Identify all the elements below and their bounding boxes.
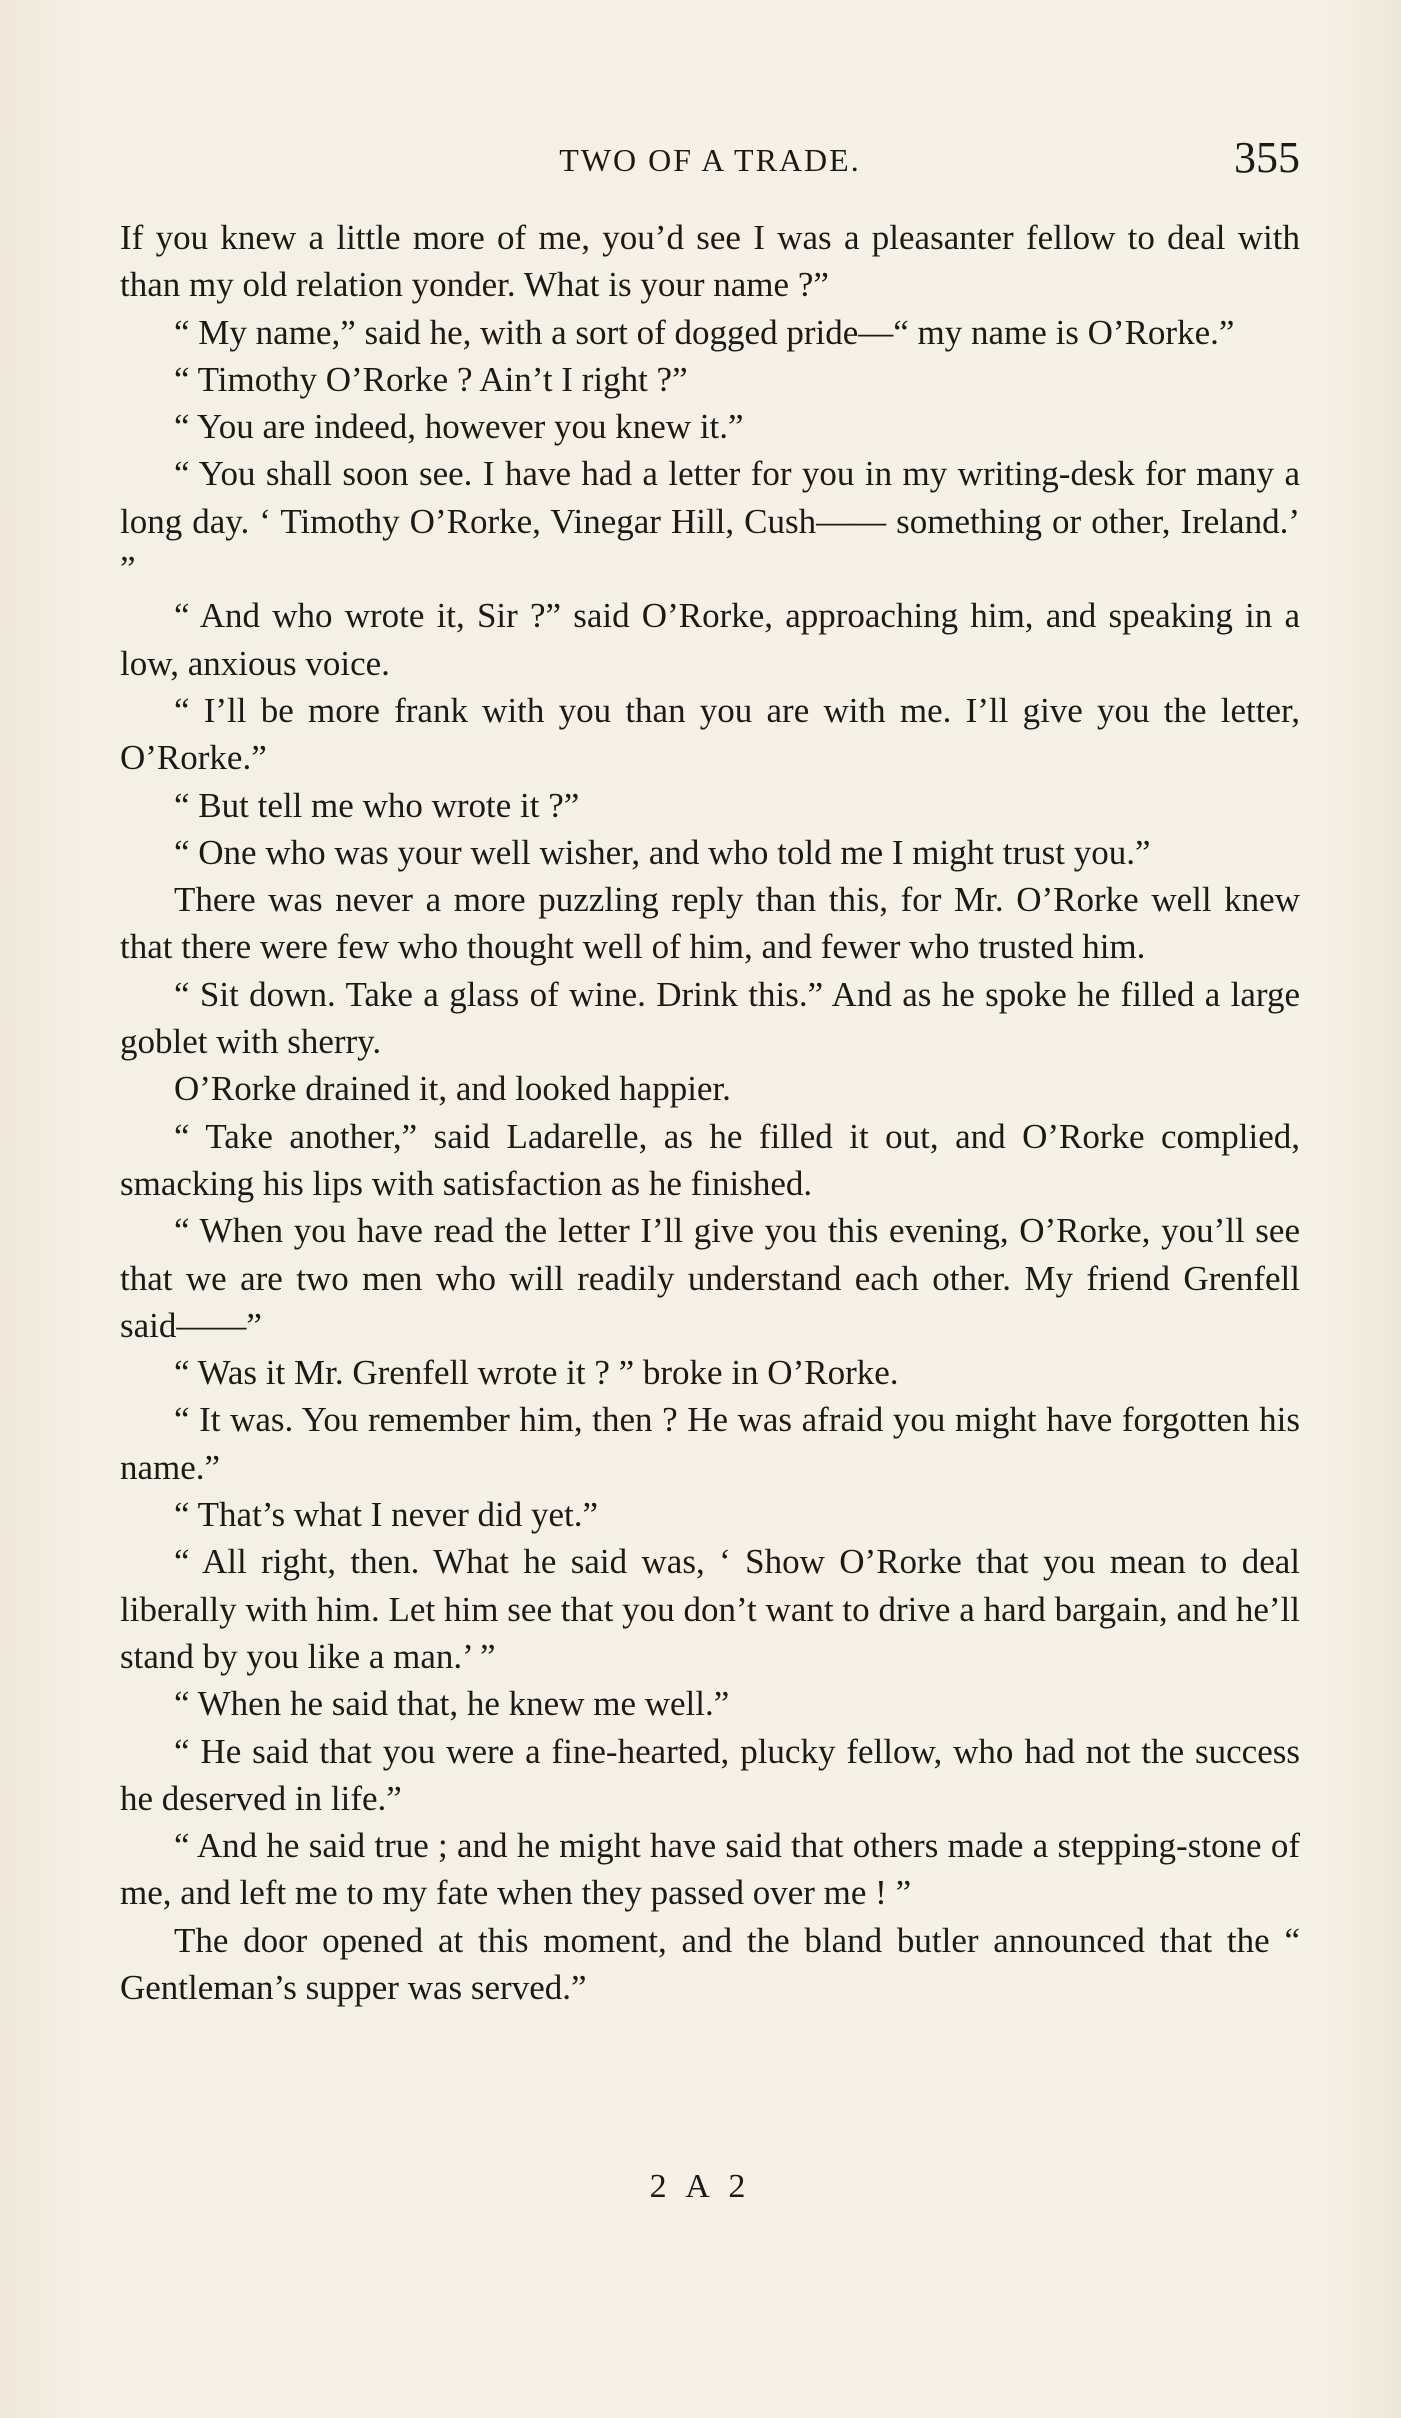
paragraph: “ One who was your well wisher, and who told me I might trust you.” [174,832,1151,872]
signature-mark: 2 A 2 [649,2168,752,2205]
paragraph: “ When you have read the letter I’ll give you this evening, O’Rorke, you’ll see that we are two men who will readily understand each other. My friend Grenfell said——” [120,1211,1300,1345]
paragraph: “ You are indeed, however you knew it.” [174,407,744,447]
paragraph: “ I’ll be more frank with you than you are with me. I’ll give you the letter, O’Rorke.” [120,690,1300,778]
paragraph: “ Take another,” said Ladarelle, as he filled it out, and O’Rorke complied, smacking his lips with satisfaction as he finished. [120,1116,1300,1203]
page-number: 355 [1234,133,1300,182]
paragraph: There was never a more puzzling reply than this, for Mr. O’Rorke well knew that there were few who thought well of him, and fewer who trusted him. [120,880,1300,967]
running-title: TWO OF A TRADE. [559,142,861,178]
body-text [120,214,1300,2011]
paragraph: “ Sit down. Take a glass of wine. Drink this.” And as he spoke he filled a large goblet with sherry. [120,974,1300,1062]
running-head [120,132,1300,192]
paragraph: “ Timothy O’Rorke ? Ain’t I right ?” [174,359,688,399]
paragraph: “ He said that you were a fine-hearted, plucky fellow, who had not the success he deserved in life.” [120,1731,1300,1818]
paragraph: “ Was it Mr. Grenfell wrote it ? ” broke in O’Rorke. [174,1353,899,1393]
paragraph: “ That’s what I never did yet.” [174,1495,599,1535]
paragraph: “ And he said true ; and he might have said that others made a stepping-stone of me, and left me to my fate when they passed over me ! ” [120,1826,1300,1913]
paragraph: “ You shall soon see. I have had a letter for you in my writing-desk for many a long day. ‘ Timothy O’Rorke, Vinegar Hill, Cush—— something or other, Ireland.’ ” [120,454,1300,589]
paragraph: “ All right, then. What he said was, ‘ Show O’Rorke that you mean to deal liberally with him. Let him see that you don’t want to drive a hard bargain, and he’ll stand by you like a man.’ ” [120,1542,1300,1676]
paragraph: If you knew a little more of me, you’d see I was a pleasanter fellow to deal with than my old relation yonder. What is your name ?” [120,218,1300,305]
paragraph: “ And who wrote it, Sir ?” said O’Rorke, approaching him, and speaking in a low, anxious voice. [120,596,1300,683]
paragraph: The door opened at this moment, and the bland butler announced that the “ Gentleman’s supper was served.” [120,1920,1300,2007]
paragraph: “ But tell me who wrote it ?” [174,785,580,825]
paragraph: “ When he said that, he knew me well.” [174,1684,730,1724]
paragraph: O’Rorke drained it, and looked happier. [174,1069,731,1109]
paragraph: “ My name,” said he, with a sort of dogged pride—“ my name is O’Rorke.” [174,312,1235,352]
paragraph: “ It was. You remember him, then ? He was afraid you might have forgotten his name.” [120,1400,1300,1487]
